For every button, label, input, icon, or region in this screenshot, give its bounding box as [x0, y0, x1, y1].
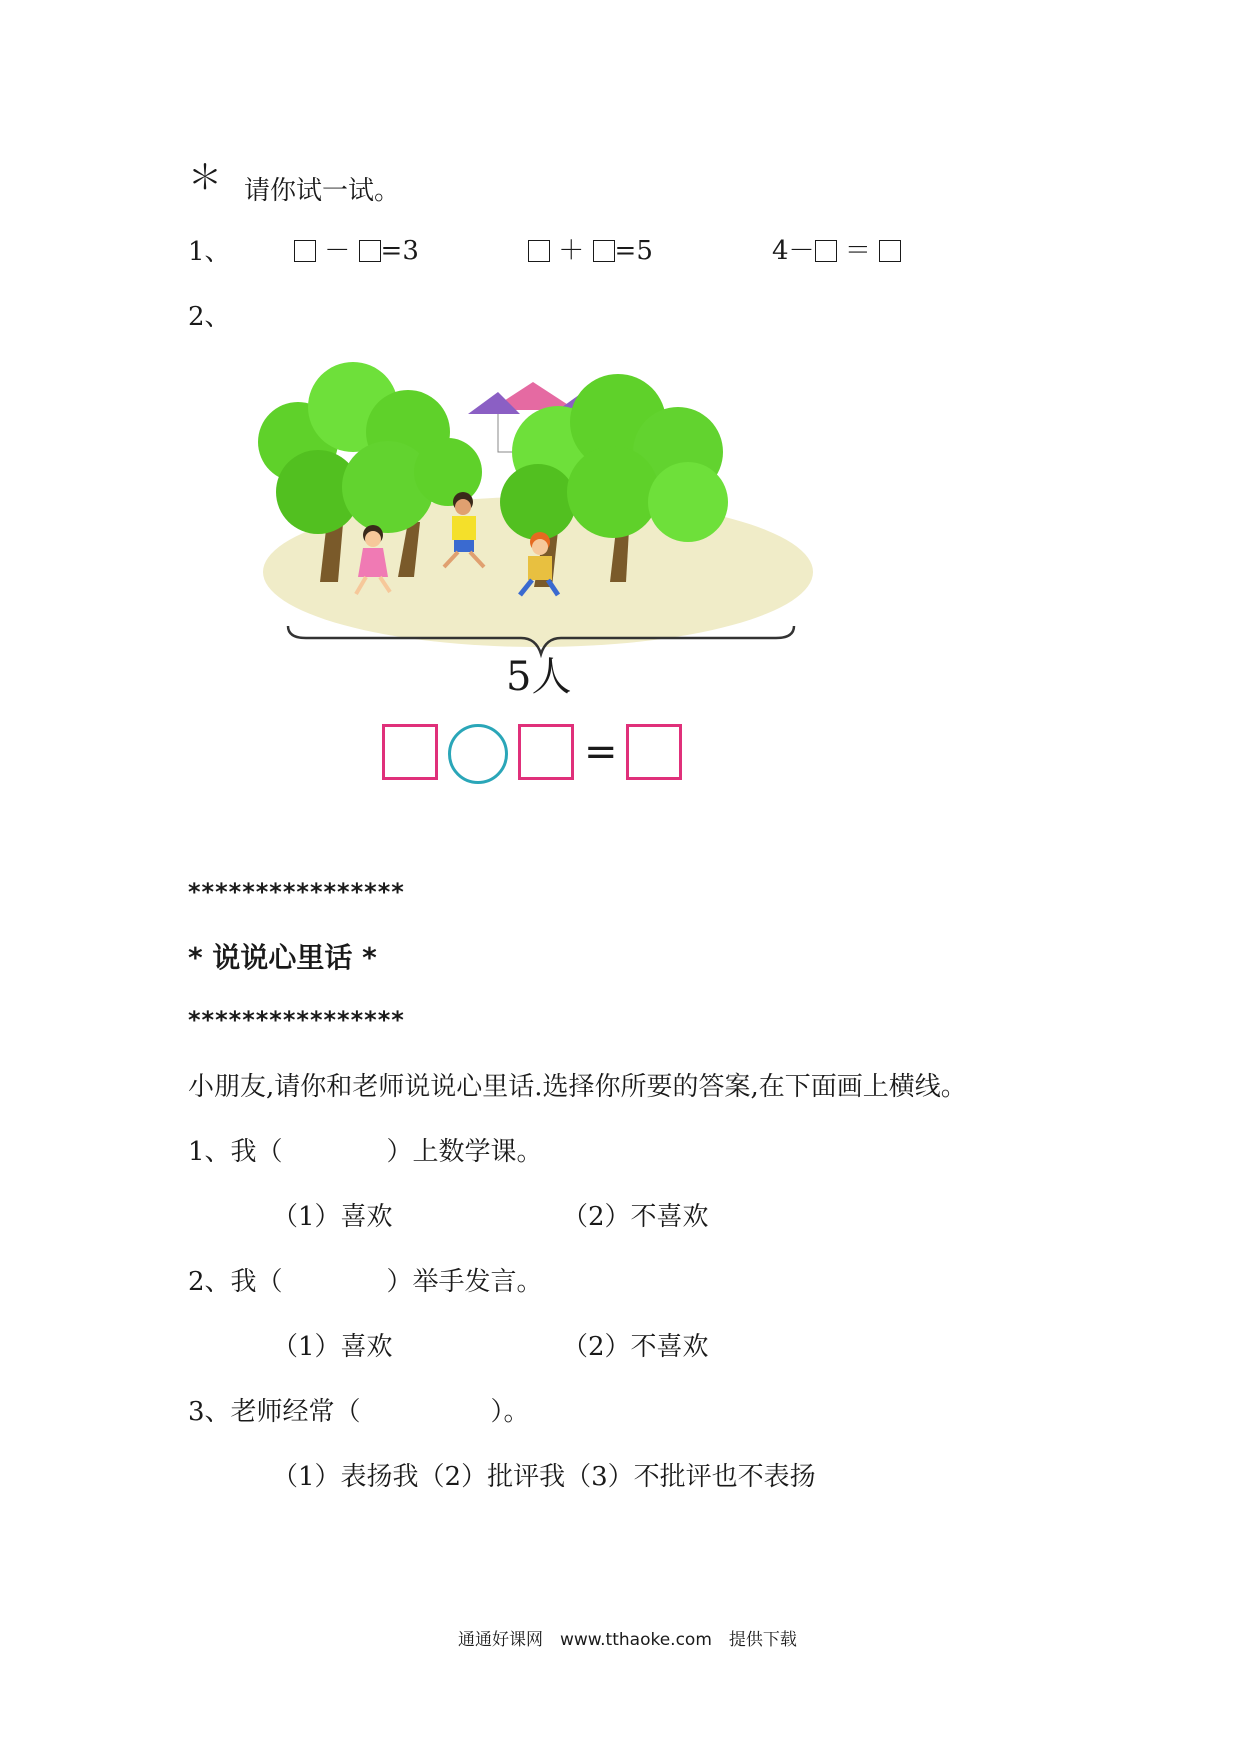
answer-box[interactable]: [593, 240, 615, 262]
stars-divider-top: ****************: [188, 878, 405, 906]
answer-box[interactable]: [518, 724, 574, 780]
answer-box[interactable]: [528, 240, 550, 262]
answer-circle[interactable]: [448, 724, 508, 784]
equation-3: [772, 236, 901, 266]
answer-box[interactable]: [359, 240, 381, 262]
option-dislike[interactable]: （2）不喜欢: [562, 1332, 709, 1362]
star-marker: ＊: [188, 158, 222, 198]
survey-question-1: 1、我（ ）上数学课。: [188, 1137, 543, 1167]
answer-box[interactable]: [626, 724, 682, 780]
answer-box[interactable]: [815, 240, 837, 262]
operator: ＋: [558, 236, 585, 266]
operator: －: [324, 236, 351, 266]
question-2-number: 2、: [188, 302, 231, 332]
equation-tail: =5: [614, 236, 653, 266]
option-list[interactable]: （1）表扬我（2）批评我（3）不批评也不表扬: [272, 1462, 816, 1492]
answer-box[interactable]: [382, 724, 438, 780]
page-footer: 通通好课网 www.tthaoke.com 提供下载: [458, 1630, 797, 1650]
section-heading: 请你试一试。: [244, 176, 401, 206]
equation-1: [294, 236, 419, 266]
park-illustration: [258, 352, 818, 652]
stars-divider-bottom: ****************: [188, 1006, 405, 1034]
equation-tail: =3: [380, 236, 419, 266]
equation-lead: 4－: [772, 236, 815, 266]
answer-box[interactable]: [294, 240, 316, 262]
intro-text: 小朋友,请你和老师说说心里话.选择你所要的答案,在下面画上横线。: [188, 1072, 967, 1102]
survey-question-3: 3、老师经常（ ）。: [188, 1397, 530, 1427]
answer-box[interactable]: [879, 240, 901, 262]
equation-2: [528, 236, 653, 266]
survey-question-2: 2、我（ ）举手发言。: [188, 1267, 543, 1297]
option-like[interactable]: （1）喜欢: [272, 1202, 393, 1232]
brace-label: 5人: [506, 654, 572, 700]
question-1-number: 1、: [188, 237, 231, 267]
equals-sign: =: [584, 729, 618, 775]
section-title: * 说说心里话 *: [188, 941, 377, 974]
option-like[interactable]: （1）喜欢: [272, 1332, 393, 1362]
option-dislike[interactable]: （2）不喜欢: [562, 1202, 709, 1232]
operator: ＝: [844, 236, 871, 266]
